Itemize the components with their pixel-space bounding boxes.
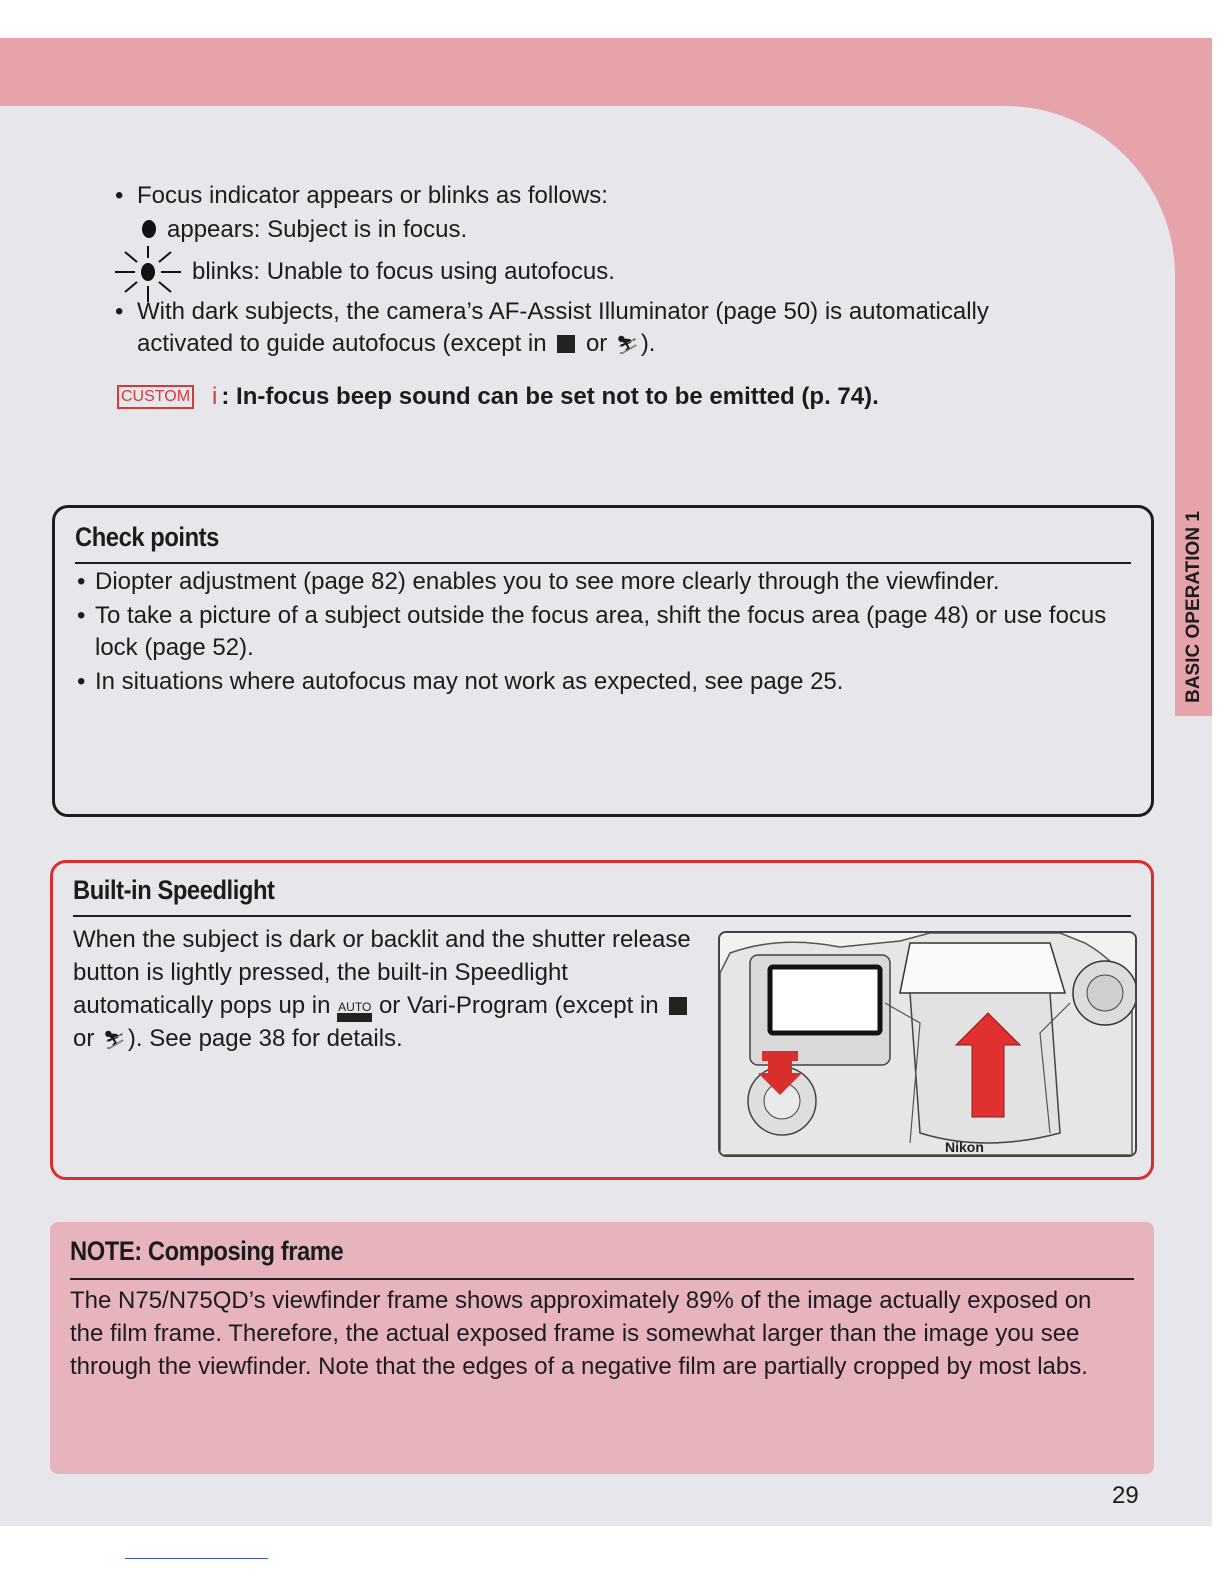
camera-brand-label: Nikon — [945, 1139, 984, 1155]
note-box — [50, 1222, 1154, 1474]
indicator-blinks-text: blinks: Unable to focus using autofocus. — [192, 258, 615, 285]
custom-badge: CUSTOM — [117, 385, 194, 409]
sports-mode-icon: ⛷ — [103, 1030, 126, 1050]
note-text: The N75/N75QD’s viewfinder frame shows approximately 89% of the image actually exposed on the film frame. Therefore, the actual exposed frame is somewhat larger than the image you see through the viewfinder. Note that the edges of a negative film are partially cropped by most labs. — [70, 1287, 1092, 1380]
indicator-appears-row — [115, 212, 1145, 252]
check-points-title: Check points — [75, 522, 219, 552]
speedlight-description: When the subject is dark or backlit and the shutter release button is lightly pressed, the built-in Speedlight automatically pops up in AUTO or Vari-Program (except in or ⛷). See page 38 for details. — [73, 923, 693, 1057]
list-item: • In situations where autofocus may not work as expected, see page 25. — [73, 666, 1133, 698]
landscape-mode-icon — [557, 335, 575, 353]
blinking-focus-dot-icon — [115, 246, 181, 302]
camera-illustration — [718, 931, 1137, 1157]
check-points-list — [73, 566, 1133, 700]
page-number: 29 — [1112, 1482, 1139, 1509]
list-item: • Diopter adjustment (page 82) enables you to see more clearly through the viewfinder. — [73, 566, 1133, 598]
list-item: • To take a picture of a subject outside the focus area, shift the focus area (page 48) or use focus lock (page 52). — [73, 600, 1133, 664]
landscape-mode-icon — [669, 997, 687, 1015]
indicator-blinks-row — [115, 252, 1145, 296]
side-tab-label: BASIC OPERATION 1 — [1182, 511, 1204, 703]
custom-setting-note — [117, 380, 1117, 414]
speedlight-box — [50, 860, 1154, 1180]
check-points-box — [52, 505, 1154, 817]
check-points-rule — [75, 562, 1131, 564]
custom-number: i — [212, 383, 218, 410]
note-rule — [70, 1278, 1134, 1280]
camera-top-view-drawing — [720, 933, 1135, 1155]
focus-intro: • Focus indicator appears or blinks as follows: — [115, 180, 1145, 212]
speedlight-title: Built-in Speedlight — [73, 875, 275, 905]
note-title: NOTE: Composing frame — [70, 1236, 344, 1266]
focus-indicator-section — [115, 180, 1145, 361]
footer-line — [125, 1558, 268, 1559]
sports-mode-icon: ⛷ — [615, 335, 639, 355]
indicator-appears-text: appears: Subject is in focus. — [167, 216, 468, 243]
auto-mode-icon: AUTO — [337, 1002, 372, 1022]
speedlight-rule — [73, 915, 1131, 917]
af-assist-note: • With dark subjects, the camera’s AF-Assist Illuminator (page 50) is automatically activated to guide autofocus (except in or ⛷). — [115, 296, 1145, 361]
side-tab — [1175, 498, 1212, 716]
custom-text: : In-focus beep sound can be set not to be emitted (p. 74). — [221, 383, 879, 410]
focus-dot-icon — [142, 220, 156, 238]
